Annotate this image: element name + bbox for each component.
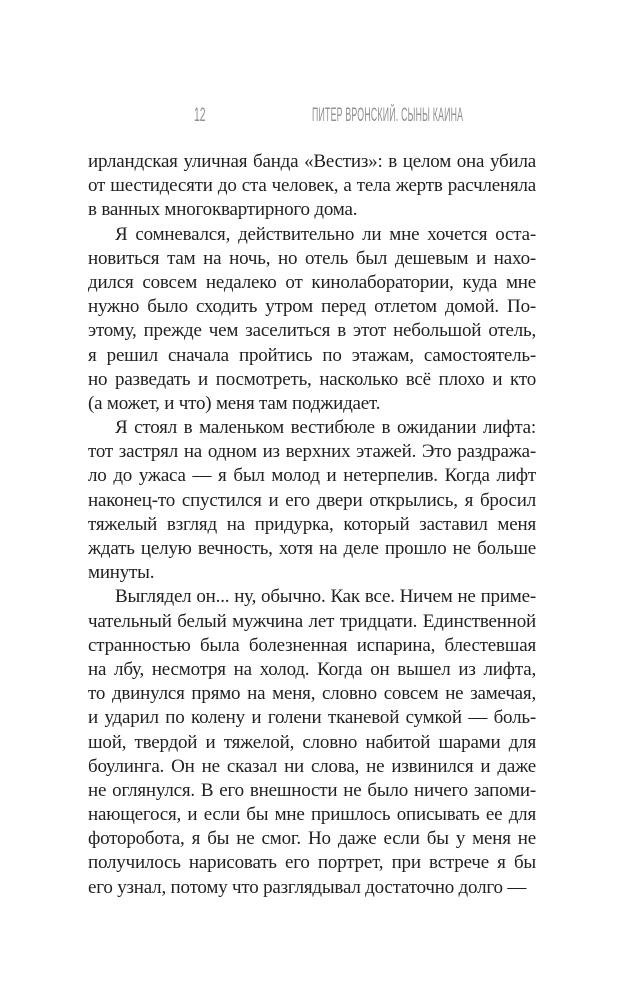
text-line: Я сомневался, действительно ли мне хочется оста- [115, 223, 536, 245]
text-line: странностью была болезненная испарина, блестевшая [88, 634, 536, 656]
text-line: ло до ужаса — я был молод и нетерпелив. Когда лифт [88, 465, 536, 487]
text-line: ирландская уличная банда «Вестиз»: в целом она убила [88, 151, 536, 172]
page-header [0, 106, 619, 126]
text-line: Выглядел он... ну, обычно. Как все. Ничем не приме- [115, 586, 536, 608]
text-line: наконец-то спустился и его двери открылись, я бросил [88, 489, 536, 511]
paragraph [88, 223, 536, 417]
text-line: новиться там на ночь, но отель был дешевым и нахо- [88, 247, 536, 269]
page-body [88, 150, 536, 900]
text-line: боулинга. Он не сказал ни слова, не извинился и даже [88, 755, 536, 777]
text-line: я решил сначала пройтись по этажам, самостоятель- [88, 344, 536, 366]
text-line: тяжелый взгляд на придурка, который заставил меня [88, 513, 536, 535]
text-line: ждать целую вечность, хотя на деле прошло не больше [88, 538, 536, 559]
text-line: шой, твердой и тяжелой, словно набитой шарами для [88, 731, 536, 753]
text-line: нужно было сходить утром перед отлетом домой. По- [88, 296, 536, 318]
text-line: на лбу, несмотря на холод. Когда он вышел из лифта, [88, 658, 536, 680]
text-line: (а может, и что) меня там поджидает. [88, 392, 381, 414]
paragraph [88, 585, 536, 899]
text-line: в ванных многоквартирного дома. [88, 199, 358, 221]
text-line: и ударил по колену и голени тканевой сумкой — боль- [88, 707, 536, 729]
text-line: чательный белый мужчина лет тридцати. Единственной [88, 610, 536, 632]
text-line: фоторобота, я бы не смог. Но даже если бы у меня не [88, 828, 536, 850]
text-line: этому, прежде чем заселиться в этот небольшой отель, [88, 320, 536, 342]
text-line: нающегося, и если бы мне пришлось описывать ее для [88, 804, 536, 826]
text-line: не оглянулся. В его внешности не было ничего запоми- [88, 779, 536, 801]
text-line: минуты. [88, 562, 155, 584]
text-line: дился совсем недалеко от кинолаборатории, куда мне [88, 271, 536, 293]
text-line: от шестидесяти до ста человек, а тела жертв расчленяла [88, 175, 536, 197]
text-line: но разведать и посмотреть, насколько всё плохо и кто [88, 368, 536, 390]
text-line: Я стоял в маленьком вестибюле в ожидании лифта: [115, 417, 536, 439]
paragraph [88, 416, 536, 585]
text-line: тот застрял на одном из верхних этажей. Это раздража- [88, 441, 536, 463]
paragraph [88, 150, 536, 223]
text-line: его узнал, потому что разглядывал достаточно долго — [88, 876, 527, 898]
page-number: 12 [194, 105, 206, 126]
running-title: ПИТЕР ВРОНСКИЙ. СЫНЫ КАИНА [312, 105, 464, 126]
text-line: получилось нарисовать его портрет, при встрече я бы [88, 852, 536, 874]
text-line: то двинулся прямо на меня, словно совсем не замечая, [88, 683, 536, 705]
